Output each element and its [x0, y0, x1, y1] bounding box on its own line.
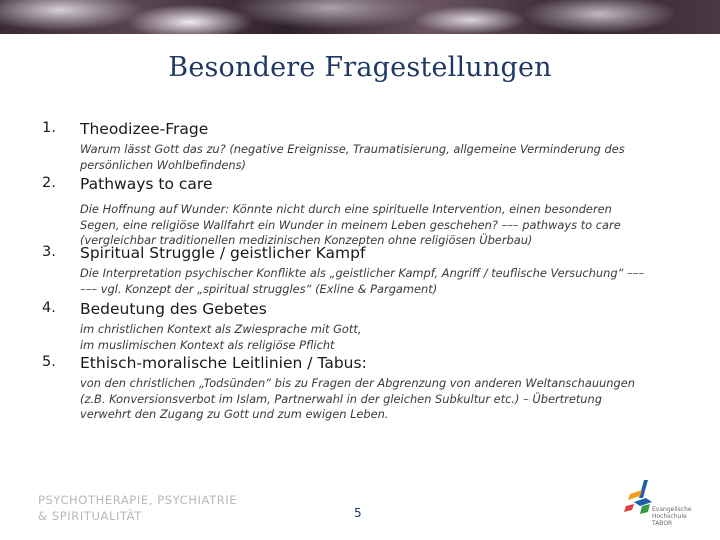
item-heading: Pathways to care: [80, 175, 213, 193]
item-number: 5.: [42, 354, 56, 370]
slide-title: Besondere Fragestellungen: [168, 52, 552, 83]
item-description: Die Interpretation psychischer Konflikte als „geistlicher Kampf, Angriff / teuflische Versuchung“ ––– ––– vgl. Konzept der „spiritual struggles“ (Exline & Pargament): [80, 266, 645, 296]
item-heading: Bedeutung des Gebetes: [80, 300, 267, 318]
item-description: im christlichen Kontext als Zwiesprache mit Gott, im muslimischen Kontext als religiöse Pflicht: [80, 322, 362, 352]
footer-label: PSYCHOTHERAPIE, PSYCHIATRIE & SPIRITUALITÄT: [38, 493, 238, 523]
item-description: Warum lässt Gott das zu? (negative Ereignisse, Traumatisierung, allgemeine Verminderung des persönlichen Wohlbefindens): [80, 142, 625, 172]
item-description: Die Hoffnung auf Wunder: Könnte nicht durch eine spirituelle Intervention, einen besonderen Segen, eine religiöse Wallfahrt ein Wunder in meinem Leben geschehen? ––– pathways to care (vergleichbar traditionellen medizinischen Konzepten ohne religiösen Überbau): [80, 202, 621, 247]
item-number: 1.: [42, 120, 56, 136]
ev-logo-icon: [622, 476, 692, 527]
item-heading: Spiritual Struggle / geistlicher Kampf: [80, 244, 366, 262]
logo-text: Evangelische Hochschule TABOR: [652, 506, 692, 527]
item-number: 4.: [42, 300, 56, 316]
page-number: 5: [354, 506, 362, 520]
item-description: von den christlichen „Todsünden“ bis zu Fragen der Abgrenzung von anderen Weltanschauungen (z.B. Konversionsverbot im Islam, Partnerwahl in der gleichen Subkultur etc.) – Übertretung verwehrt den Zugang zu Gott und zum ewigen Leben.: [80, 376, 635, 421]
item-number: 2.: [42, 175, 56, 191]
header-banner-image: [0, 0, 720, 34]
item-number: 3.: [42, 244, 56, 260]
item-heading: Theodizee-Frage: [80, 120, 209, 138]
item-heading: Ethisch-moralische Leitlinien / Tabus:: [80, 354, 367, 372]
